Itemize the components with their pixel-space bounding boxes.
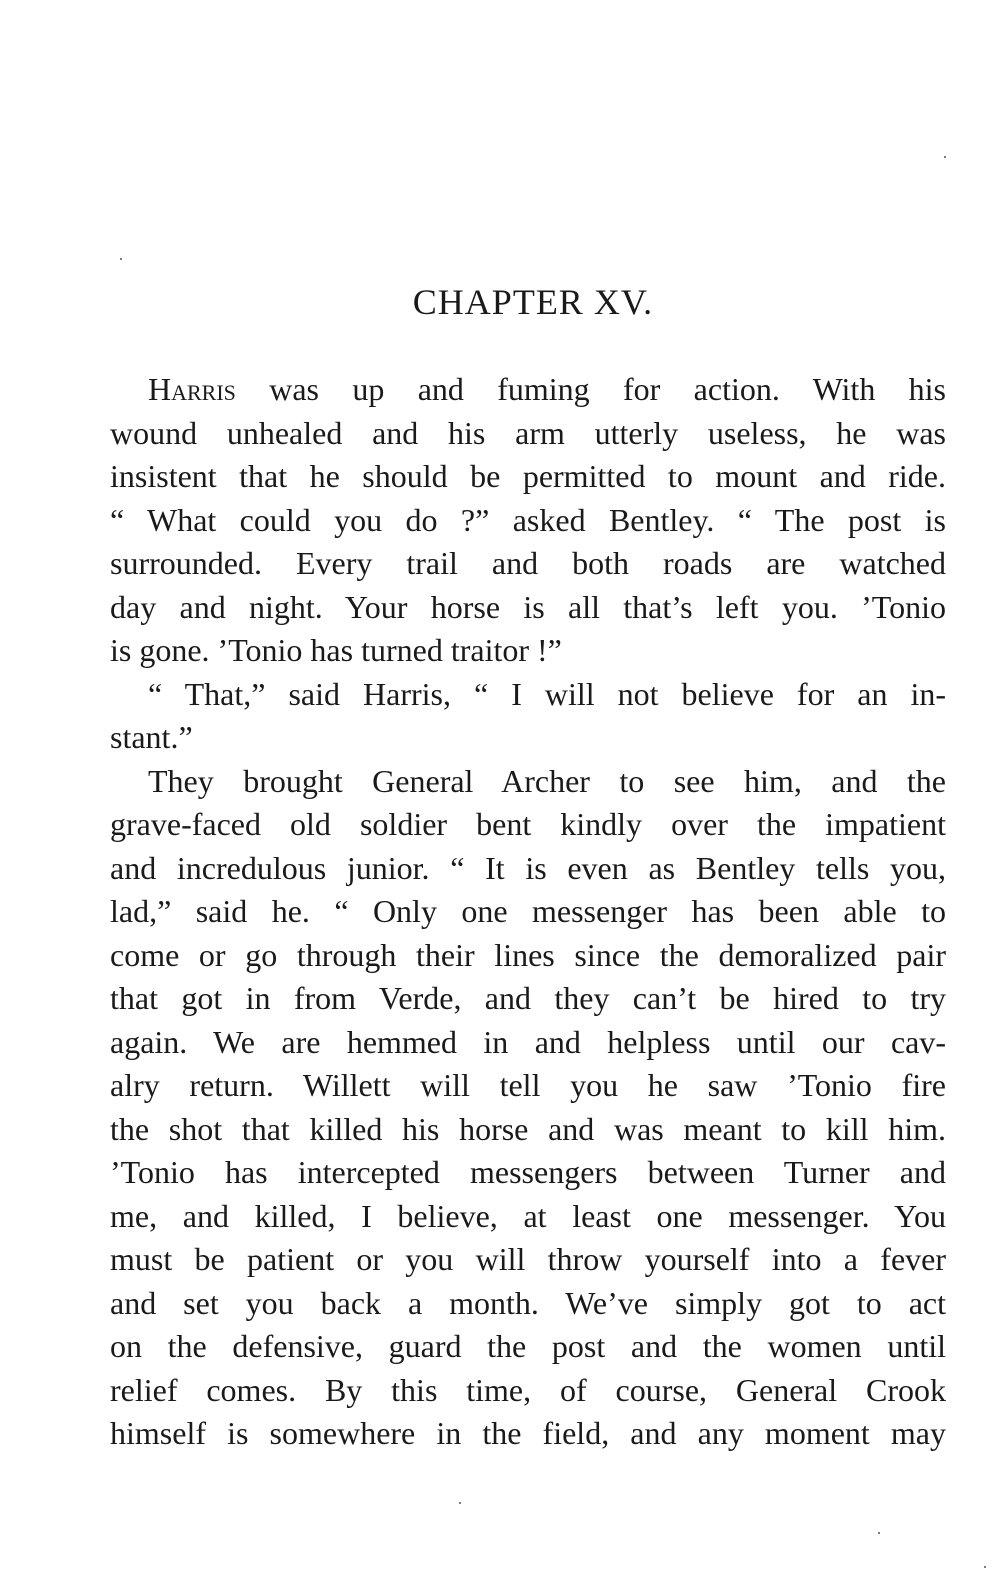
text-line: ’Tonio has intercepted messengers between Turner and bbox=[110, 1154, 946, 1190]
small-caps-lead: Harris bbox=[148, 371, 236, 407]
paper-speck bbox=[984, 1566, 986, 1568]
text-line: lad,” said he. “ Only one messenger has been able to bbox=[110, 893, 946, 929]
paper-speck bbox=[459, 1502, 461, 1504]
text-line: insistent that he should be permitted to mount and ride. bbox=[110, 458, 946, 494]
text-line bbox=[110, 368, 946, 412]
text-line: “ What could you do ?” asked Bentley. “ The post is bbox=[110, 501, 946, 538]
text-line: surrounded. Every trail and both roads are watched bbox=[110, 545, 946, 581]
text-line: himself is somewhere in the field, and any moment may bbox=[110, 1415, 946, 1451]
text-line: me, and killed, I believe, at least one messenger. You bbox=[110, 1197, 946, 1234]
paper-speck bbox=[120, 258, 122, 260]
text-line: come or go through their lines since the demoralized pair bbox=[110, 936, 946, 973]
text-line: “ That,” said Harris, “ I will not believe for an in- bbox=[148, 675, 946, 712]
text-line: grave-faced old soldier bent kindly over the impatient bbox=[110, 806, 946, 842]
line-text: was up and fuming for action. With his bbox=[235, 371, 946, 407]
text-line: wound unhealed and his arm utterly useless, he was bbox=[110, 414, 946, 451]
text-line: and incredulous junior. “ It is even as Bentley tells you, bbox=[110, 849, 946, 886]
text-line: alry return. Willett will tell you he saw ’Tonio fire bbox=[110, 1067, 946, 1103]
chapter-title: CHAPTER XV. bbox=[412, 282, 654, 322]
text-line: relief comes. By this time, of course, General Crook bbox=[110, 1371, 946, 1408]
text-line: and set you back a month. We’ve simply got to act bbox=[110, 1284, 946, 1321]
text-line: the shot that killed his horse and was meant to kill him. bbox=[110, 1110, 946, 1147]
text-line: is gone. ’Tonio has turned traitor !” bbox=[110, 632, 562, 668]
chapter-body bbox=[110, 368, 946, 1456]
text-line: that got in from Verde, and they can’t be hired to try bbox=[110, 980, 946, 1016]
text-line: day and night. Your horse is all that’s left you. ’Tonio bbox=[110, 588, 946, 625]
text-line: stant.” bbox=[110, 719, 193, 755]
text-line: They brought General Archer to see him, and the bbox=[148, 762, 946, 799]
paper-speck bbox=[878, 1532, 880, 1534]
text-line: again. We are hemmed in and helpless until our cav- bbox=[110, 1023, 946, 1060]
paper-speck bbox=[944, 156, 946, 158]
text-line: on the defensive, guard the post and the women until bbox=[110, 1328, 946, 1364]
text-line: must be patient or you will throw yourself into a fever bbox=[110, 1241, 946, 1277]
